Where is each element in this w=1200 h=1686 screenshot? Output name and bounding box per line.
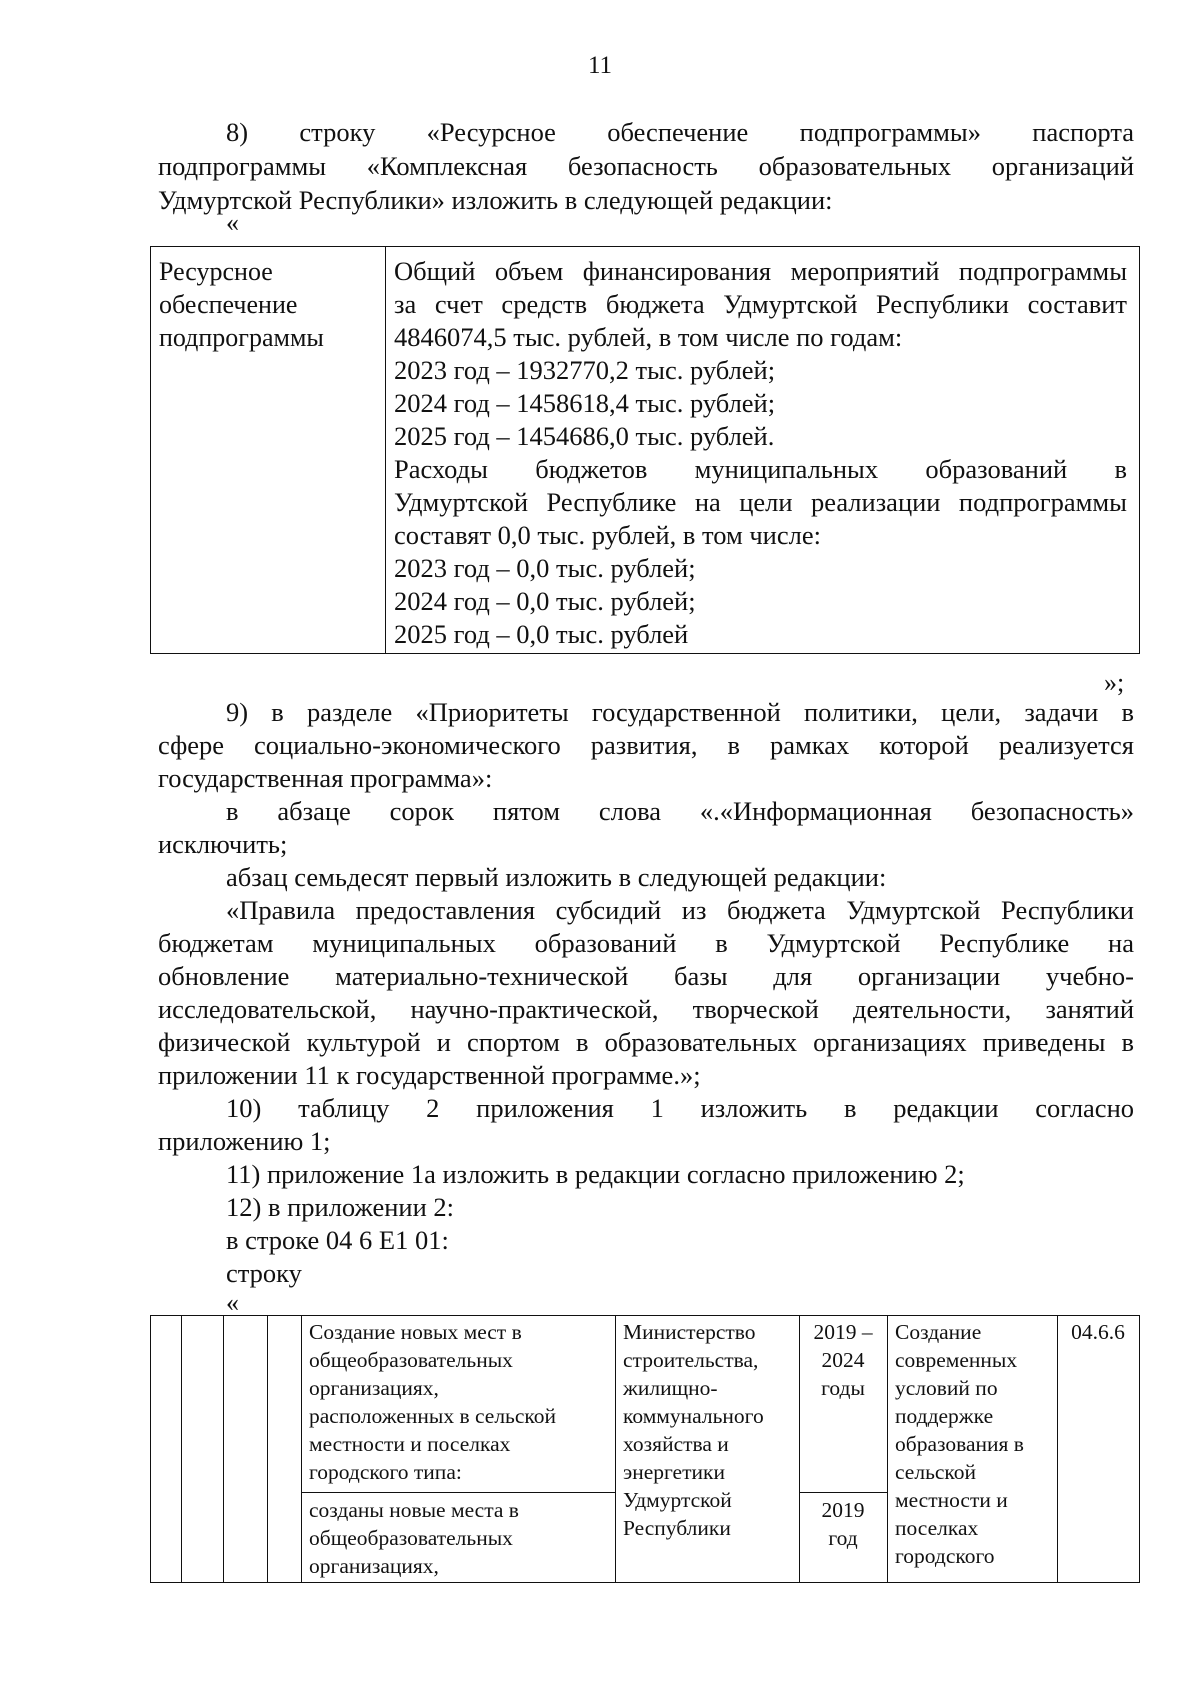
para2-line-1: в абзаце сорок пятом слова «.«Информационная безопасность» [226, 796, 1134, 826]
event-line: организациях, [309, 1376, 439, 1400]
result-cell [895, 1318, 1055, 1570]
executor-line: коммунального [623, 1404, 764, 1428]
resource-table [150, 246, 1140, 654]
item9-line-1: 9) в разделе «Приоритеты государственной политики, цели, задачи в [226, 697, 1134, 727]
event-line: созданы новые места в [309, 1498, 519, 1522]
item10-line-2: приложению 1; [158, 1126, 331, 1156]
executor-line: хозяйства и [623, 1432, 729, 1456]
para4-line-1: «Правила предоставления субсидий из бюджета Удмуртской Республики [226, 895, 1134, 925]
row-divider [301, 1492, 615, 1493]
event-line: организациях, [309, 1554, 439, 1578]
resource-line: 2024 год – 0,0 тыс. рублей; [394, 586, 696, 616]
term-line: годы [821, 1376, 865, 1400]
term-line: 2019 [821, 1498, 865, 1522]
result-line: местности и [895, 1488, 1008, 1512]
item12: 12) в приложении 2: [226, 1192, 455, 1222]
item10-line-1: 10) таблицу 2 приложения 1 изложить в редакции согласно [226, 1093, 1134, 1123]
close-quote: »; [1104, 668, 1125, 697]
resource-line: составят 0,0 тыс. рублей, в том числе: [394, 520, 821, 550]
para3: абзац семьдесят первый изложить в следующей редакции: [226, 862, 887, 892]
executor-line: энергетики [623, 1460, 725, 1484]
term-line: 2024 [821, 1348, 865, 1372]
event-line: расположенных в сельской [309, 1404, 557, 1428]
resource-line: 4846074,5 тыс. рублей, в том числе по годам: [394, 322, 903, 352]
para4-line-2: бюджетам муниципальных образований в Удмуртской Республике на [158, 928, 1134, 958]
result-line: Создание [895, 1320, 982, 1344]
para4-line-6: приложении 11 к государственной программе.»; [158, 1060, 701, 1090]
resource-line: Общий объем финансирования мероприятий подпрограммы [394, 256, 1127, 286]
row-reference: в строке 04 6 Е1 01: [226, 1225, 449, 1255]
executor-line: Удмуртской [623, 1488, 732, 1512]
event-cell-top [309, 1318, 613, 1486]
column-divider [301, 1316, 302, 1582]
executor-cell [623, 1318, 797, 1542]
term-line: год [828, 1526, 858, 1550]
result-line: поселках [895, 1516, 979, 1540]
item8-line-3: Удмуртской Республики» изложить в следующей редакции: [158, 185, 833, 215]
event-line: городского типа: [309, 1460, 462, 1484]
resource-line: 2025 год – 0,0 тыс. рублей [394, 619, 689, 649]
column-divider [181, 1316, 182, 1582]
result-line: поддержке [895, 1404, 994, 1428]
resource-line: за счет средств бюджета Удмуртской Республики составит [394, 289, 1127, 319]
executor-line: строительства, [623, 1348, 759, 1372]
resource-label-line: Ресурсное [159, 257, 273, 286]
result-line: образования в [895, 1432, 1024, 1456]
event-line: местности и поселках [309, 1432, 511, 1456]
resource-line: Расходы бюджетов муниципальных образований в [394, 454, 1127, 484]
result-line: современных [895, 1348, 1018, 1372]
item11: 11) приложение 1а изложить в редакции согласно приложению 2; [226, 1159, 965, 1189]
para4-line-5: физической культурой и спортом в образовательных организациях приведены в [158, 1027, 1134, 1057]
result-line: сельской [895, 1460, 977, 1484]
para2-line-2: исключить; [158, 829, 288, 859]
row-divider [799, 1492, 887, 1493]
result-line: условий по [895, 1376, 998, 1400]
term-cell-top [799, 1318, 887, 1402]
para4-line-3: обновление материально-технической базы для организации учебно- [158, 961, 1134, 991]
resource-line: 2025 год – 1454686,0 тыс. рублей. [394, 421, 775, 451]
column-divider [223, 1316, 224, 1582]
event-line: Создание новых мест в [309, 1320, 522, 1344]
resource-line: 2024 год – 1458618,4 тыс. рублей; [394, 388, 776, 418]
column-divider [615, 1316, 616, 1582]
resource-line: 2023 год – 0,0 тыс. рублей; [394, 553, 696, 583]
program-row-table [150, 1315, 1140, 1583]
item9-line-2: сфере социально-экономического развития, в рамках которой реализуется [158, 730, 1134, 760]
event-cell-bottom [309, 1496, 613, 1580]
resource-label-line: подпрограммы [159, 323, 324, 352]
event-line: общеобразовательных [309, 1526, 513, 1550]
para4-line-4: исследовательской, научно-практической, творческой деятельности, занятий [158, 994, 1134, 1024]
term-cell-bottom [799, 1496, 887, 1552]
result-line: городского [895, 1544, 995, 1568]
resource-content-cell [394, 255, 1127, 651]
executor-line: жилищно- [623, 1376, 718, 1400]
code-cell: 04.6.6 [1071, 1320, 1125, 1344]
resource-line: Удмуртской Республике на цели реализации подпрограммы [394, 487, 1127, 517]
term-line: 2019 – [813, 1320, 873, 1344]
executor-line: Министерство [623, 1320, 756, 1344]
stroku-label: строку [226, 1258, 302, 1288]
open-quote: « [226, 208, 239, 237]
page-number: 11 [587, 52, 613, 79]
column-divider [267, 1316, 268, 1582]
column-divider [887, 1316, 888, 1582]
item8-line-2: подпрограммы «Комплексная безопасность образовательных организаций [158, 151, 1134, 181]
column-divider [1057, 1316, 1058, 1582]
event-line: общеобразовательных [309, 1348, 513, 1372]
resource-line: 2023 год – 1932770,2 тыс. рублей; [394, 355, 776, 385]
item8-line-1: 8) строку «Ресурсное обеспечение подпрограммы» паспорта [226, 117, 1134, 147]
executor-line: Республики [623, 1516, 731, 1540]
resource-label-cell [151, 247, 386, 653]
open-quote-2: « [226, 1288, 239, 1317]
item9-line-3: государственная программа»: [158, 763, 493, 793]
resource-label-line: обеспечение [159, 290, 298, 319]
